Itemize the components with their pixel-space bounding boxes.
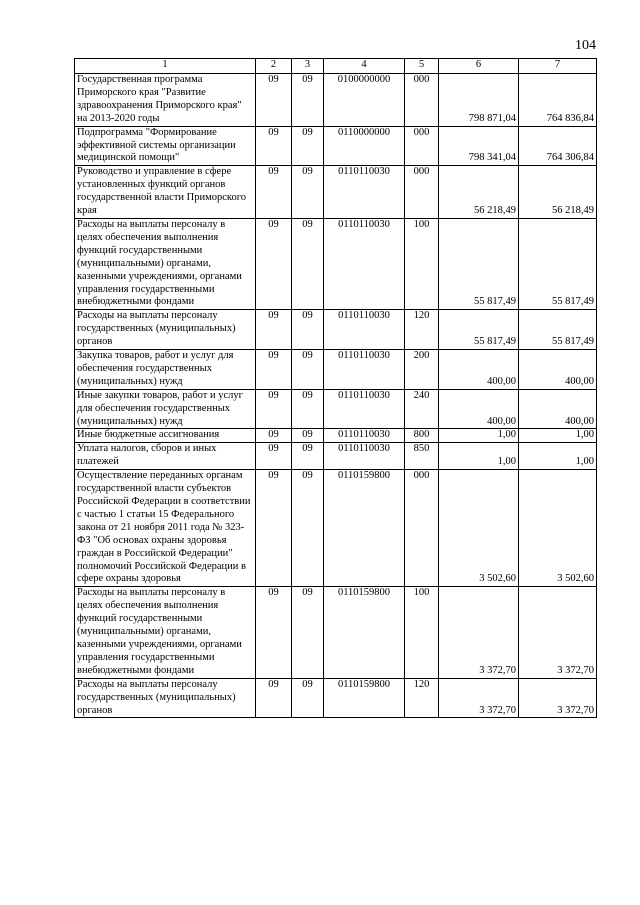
page-number: 104 xyxy=(575,38,596,53)
table-row xyxy=(75,678,597,718)
row-name-cell: Уплата налогов, сборов и иных платежей xyxy=(75,443,256,470)
row-amount-1-cell: 798 341,04 xyxy=(439,126,519,166)
row-target-code-cell: 0110159800 xyxy=(324,678,405,718)
row-name-cell: Расходы на выплаты персоналу в целях обеспечения выполнения функций государственными (муниципальными) органами, казенными учреждениями, органами управления государственными внебюджетными фондами xyxy=(75,587,256,678)
row-amount-2-cell: 400,00 xyxy=(519,389,597,429)
row-name-cell: Подпрограмма "Формирование эффективной системы организации медицинской помощи" xyxy=(75,126,256,166)
row-section-cell: 09 xyxy=(256,443,292,470)
row-amount-1-cell: 3 372,70 xyxy=(439,587,519,678)
table-row xyxy=(75,218,597,309)
row-section-cell: 09 xyxy=(256,470,292,587)
header-cell: 4 xyxy=(324,59,405,74)
row-name-cell: Расходы на выплаты персоналу в целях обеспечения выполнения функций государственными (муниципальными) органами, казенными учреждениями, органами управления государственными внебюджетными фондами xyxy=(75,218,256,309)
row-amount-2-cell: 56 218,49 xyxy=(519,166,597,219)
row-expense-type-cell: 100 xyxy=(405,587,439,678)
row-subsection-cell: 09 xyxy=(292,74,324,127)
row-section-cell: 09 xyxy=(256,74,292,127)
row-target-code-cell: 0110110030 xyxy=(324,350,405,390)
row-expense-type-cell: 200 xyxy=(405,350,439,390)
row-name-cell: Расходы на выплаты персоналу государственных (муниципальных) органов xyxy=(75,678,256,718)
row-section-cell: 09 xyxy=(256,350,292,390)
row-amount-2-cell: 3 372,70 xyxy=(519,678,597,718)
row-amount-1-cell: 400,00 xyxy=(439,350,519,390)
row-amount-2-cell: 3 502,60 xyxy=(519,470,597,587)
header-cell: 3 xyxy=(292,59,324,74)
row-amount-2-cell: 764 306,84 xyxy=(519,126,597,166)
row-section-cell: 09 xyxy=(256,678,292,718)
row-section-cell: 09 xyxy=(256,587,292,678)
row-expense-type-cell: 100 xyxy=(405,218,439,309)
table-row xyxy=(75,443,597,470)
row-amount-2-cell: 400,00 xyxy=(519,350,597,390)
row-subsection-cell: 09 xyxy=(292,587,324,678)
row-amount-1-cell: 1,00 xyxy=(439,429,519,443)
row-name-cell: Иные закупки товаров, работ и услуг для обеспечения государственных (муниципальных) нужд xyxy=(75,389,256,429)
row-target-code-cell: 0110159800 xyxy=(324,470,405,587)
row-amount-2-cell: 1,00 xyxy=(519,443,597,470)
table-row xyxy=(75,587,597,678)
row-target-code-cell: 0110110030 xyxy=(324,218,405,309)
row-amount-1-cell: 3 372,70 xyxy=(439,678,519,718)
row-subsection-cell: 09 xyxy=(292,166,324,219)
row-expense-type-cell: 240 xyxy=(405,389,439,429)
row-expense-type-cell: 000 xyxy=(405,470,439,587)
row-amount-1-cell: 3 502,60 xyxy=(439,470,519,587)
row-amount-2-cell: 55 817,49 xyxy=(519,310,597,350)
row-subsection-cell: 09 xyxy=(292,470,324,587)
row-subsection-cell: 09 xyxy=(292,678,324,718)
row-expense-type-cell: 000 xyxy=(405,74,439,127)
table-row xyxy=(75,166,597,219)
row-expense-type-cell: 000 xyxy=(405,126,439,166)
row-name-cell: Осуществление переданных органам государственной власти субъектов Российской Федерации в соответствии с частью 1 статьи 15 Федерального закона от 21 ноября 2011 года № 323-ФЗ "Об основах охраны здоровья граждан в Российской Федерации" полномочий Российской Федерации в сфере охраны здоровья xyxy=(75,470,256,587)
header-row xyxy=(75,59,597,74)
row-subsection-cell: 09 xyxy=(292,310,324,350)
row-expense-type-cell: 000 xyxy=(405,166,439,219)
row-section-cell: 09 xyxy=(256,429,292,443)
row-section-cell: 09 xyxy=(256,218,292,309)
row-target-code-cell: 0110110030 xyxy=(324,389,405,429)
table-row xyxy=(75,74,597,127)
row-section-cell: 09 xyxy=(256,389,292,429)
row-expense-type-cell: 800 xyxy=(405,429,439,443)
row-section-cell: 09 xyxy=(256,166,292,219)
table-row xyxy=(75,470,597,587)
header-cell: 5 xyxy=(405,59,439,74)
row-name-cell: Государственная программа Приморского края "Развитие здравоохранения Приморского края" на 2013-2020 годы xyxy=(75,74,256,127)
table-row xyxy=(75,126,597,166)
header-cell: 6 xyxy=(439,59,519,74)
row-amount-2-cell: 55 817,49 xyxy=(519,218,597,309)
row-amount-1-cell: 400,00 xyxy=(439,389,519,429)
row-subsection-cell: 09 xyxy=(292,126,324,166)
row-expense-type-cell: 120 xyxy=(405,678,439,718)
row-amount-2-cell: 3 372,70 xyxy=(519,587,597,678)
row-amount-1-cell: 798 871,04 xyxy=(439,74,519,127)
row-amount-2-cell: 1,00 xyxy=(519,429,597,443)
row-target-code-cell: 0110110030 xyxy=(324,310,405,350)
table-row xyxy=(75,389,597,429)
row-name-cell: Расходы на выплаты персоналу государственных (муниципальных) органов xyxy=(75,310,256,350)
row-target-code-cell: 0110110030 xyxy=(324,429,405,443)
header-cell: 7 xyxy=(519,59,597,74)
table-row xyxy=(75,350,597,390)
row-target-code-cell: 0110000000 xyxy=(324,126,405,166)
table-row xyxy=(75,310,597,350)
row-target-code-cell: 0110110030 xyxy=(324,166,405,219)
budget-table xyxy=(74,58,597,718)
row-name-cell: Закупка товаров, работ и услуг для обеспечения государственных (муниципальных) нужд xyxy=(75,350,256,390)
row-target-code-cell: 0110159800 xyxy=(324,587,405,678)
row-amount-1-cell: 56 218,49 xyxy=(439,166,519,219)
row-section-cell: 09 xyxy=(256,126,292,166)
row-amount-1-cell: 1,00 xyxy=(439,443,519,470)
row-amount-2-cell: 764 836,84 xyxy=(519,74,597,127)
row-subsection-cell: 09 xyxy=(292,389,324,429)
table-row xyxy=(75,429,597,443)
row-target-code-cell: 0100000000 xyxy=(324,74,405,127)
row-name-cell: Руководство и управление в сфере установленных функций органов государственной власти Приморского края xyxy=(75,166,256,219)
header-cell: 2 xyxy=(256,59,292,74)
row-expense-type-cell: 850 xyxy=(405,443,439,470)
row-target-code-cell: 0110110030 xyxy=(324,443,405,470)
row-amount-1-cell: 55 817,49 xyxy=(439,310,519,350)
row-subsection-cell: 09 xyxy=(292,443,324,470)
header-cell: 1 xyxy=(75,59,256,74)
row-amount-1-cell: 55 817,49 xyxy=(439,218,519,309)
row-section-cell: 09 xyxy=(256,310,292,350)
row-subsection-cell: 09 xyxy=(292,429,324,443)
row-expense-type-cell: 120 xyxy=(405,310,439,350)
row-name-cell: Иные бюджетные ассигнования xyxy=(75,429,256,443)
row-subsection-cell: 09 xyxy=(292,218,324,309)
row-subsection-cell: 09 xyxy=(292,350,324,390)
